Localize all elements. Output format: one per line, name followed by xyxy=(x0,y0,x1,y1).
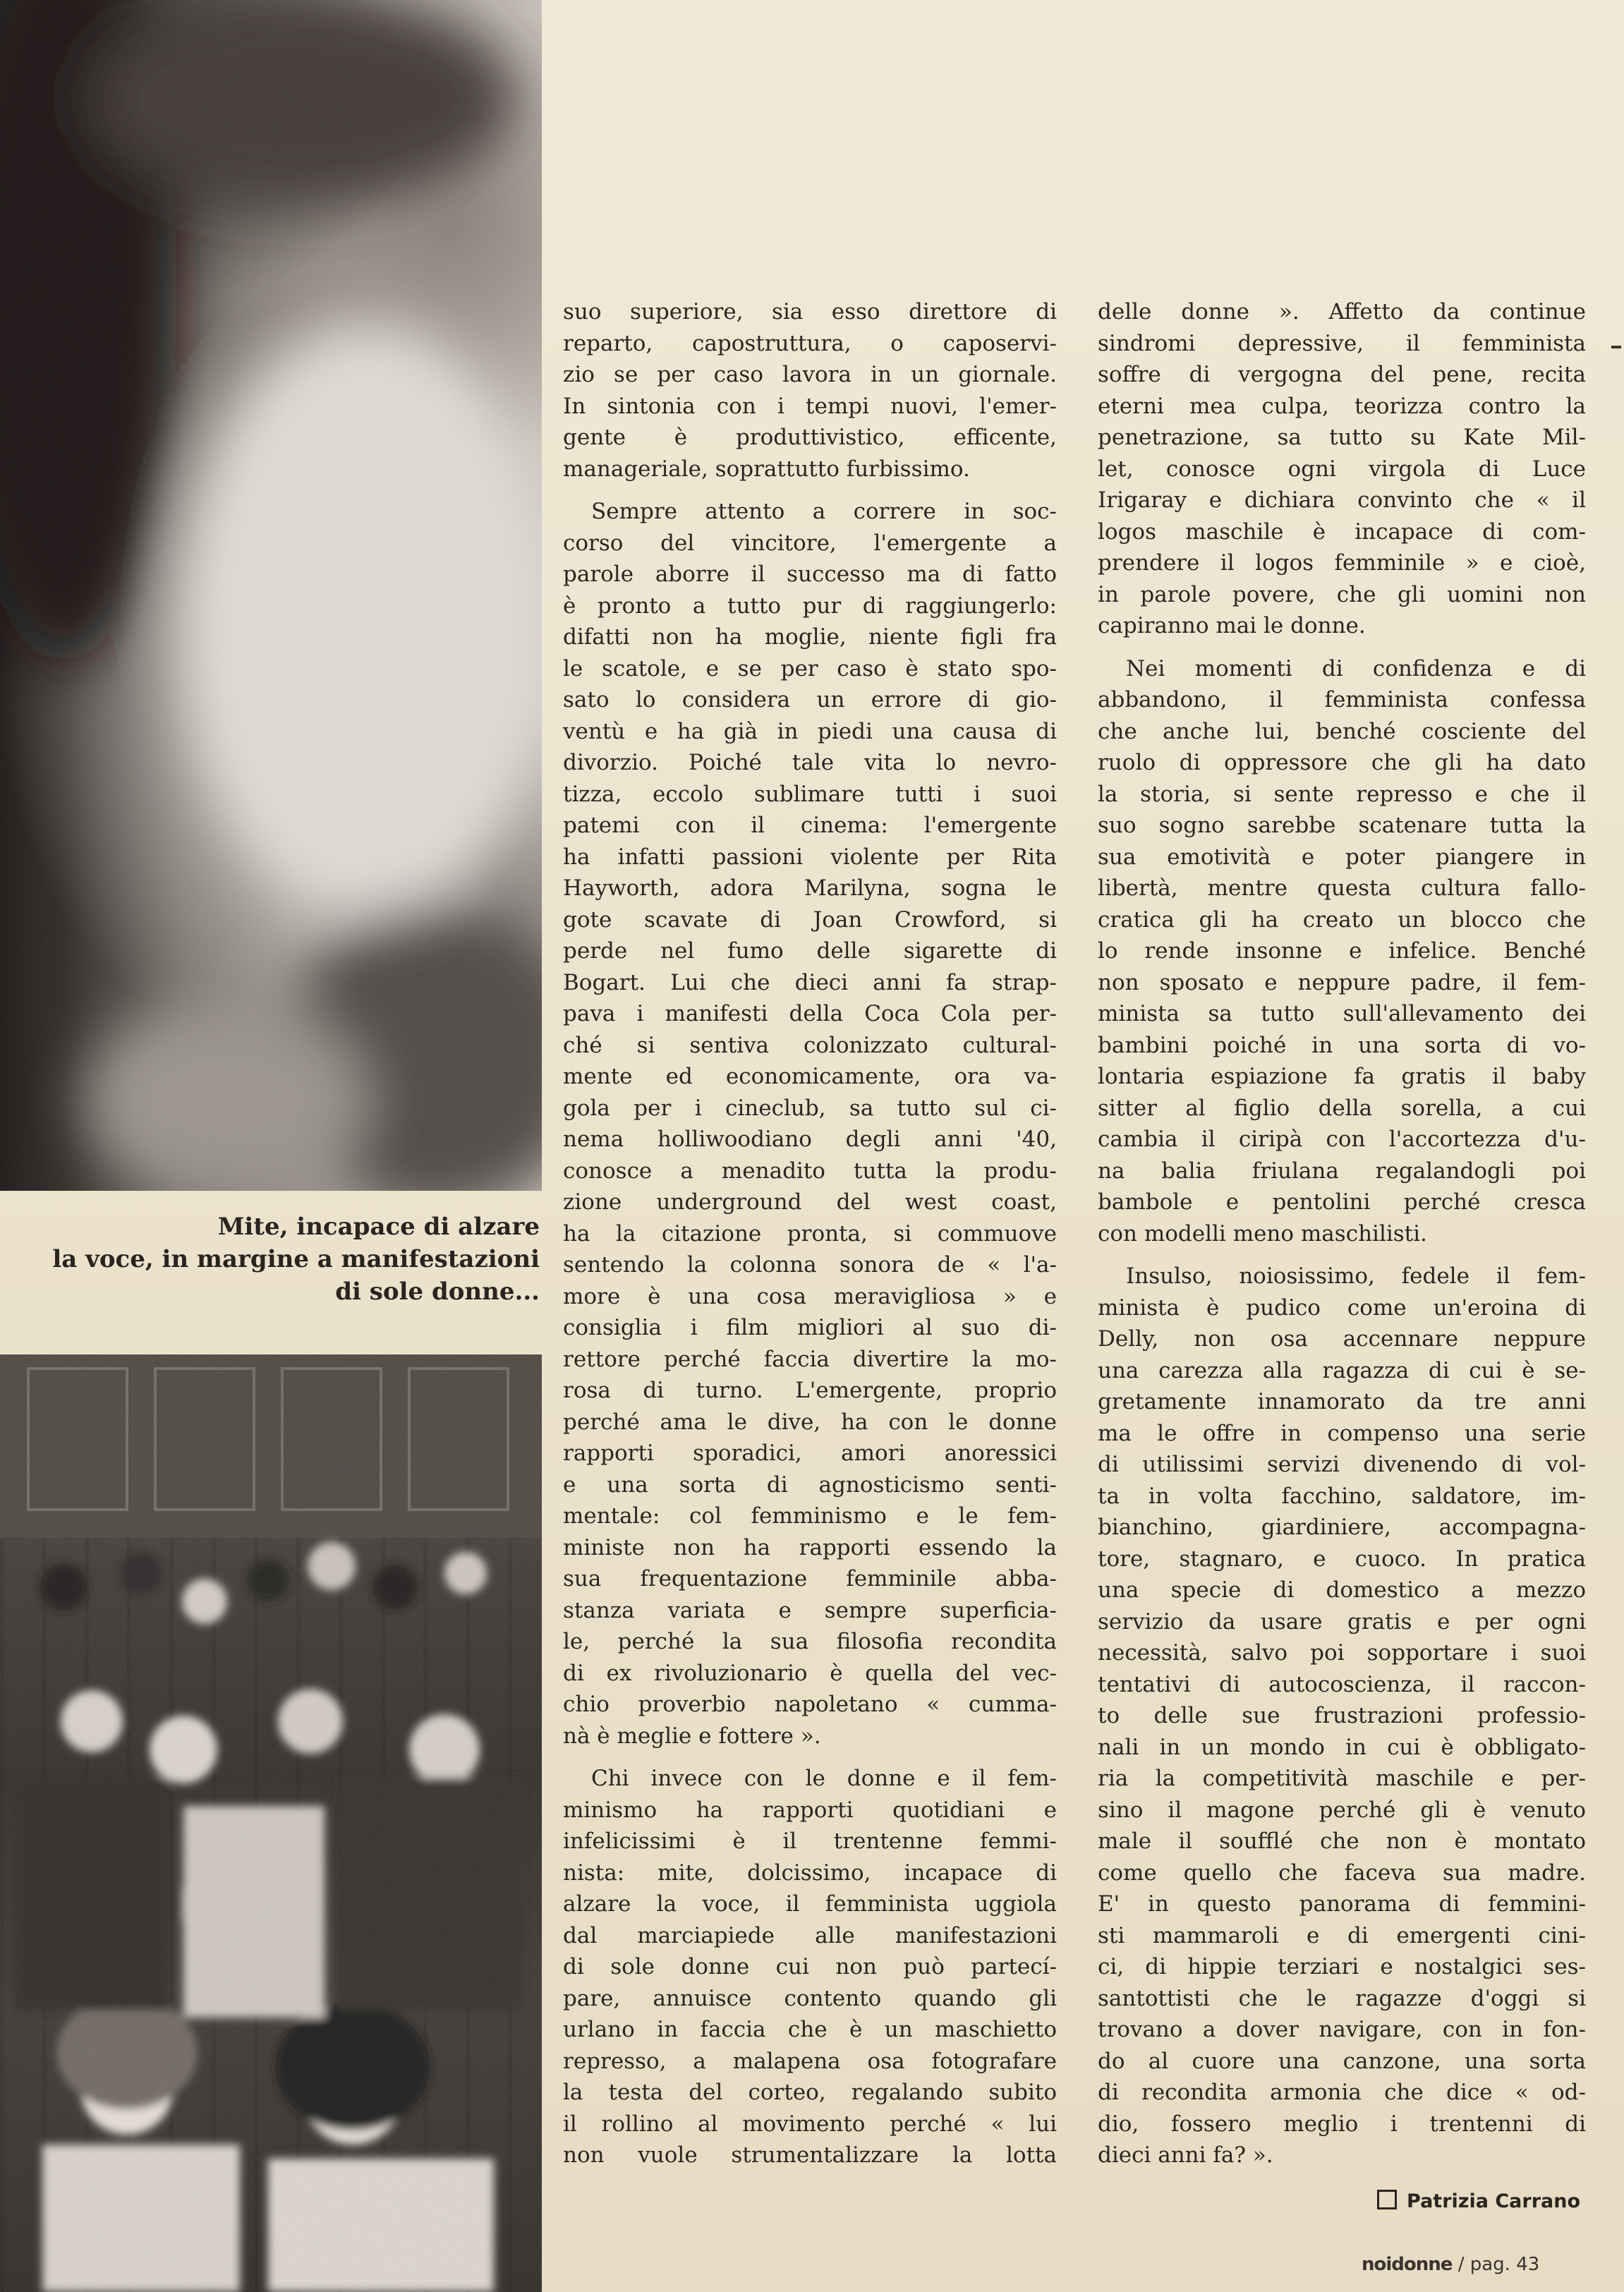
text-line: bianchino, giardiniere, accompagna- xyxy=(1098,1515,1586,1540)
text-line: delle donne ». Affetto da continue xyxy=(1098,299,1586,325)
text-line: nema holliwoodiano degli anni '40, xyxy=(563,1127,1057,1152)
text-line: consiglia i film migliori al suo di- xyxy=(563,1315,1057,1340)
text-line: mentale: col femminismo e le fem- xyxy=(563,1503,1057,1529)
caption-line-2: la voce, in margine a manifestazioni xyxy=(52,1245,540,1273)
text-line: Bogart. Lui che dieci anni fa strap- xyxy=(563,969,1057,995)
bottom-photo-scene xyxy=(0,1354,542,2292)
text-line: perde nel fumo delle sigarette di xyxy=(563,938,1057,964)
text-line: Delly, non osa accennare neppure xyxy=(1098,1326,1586,1352)
text-line: dieci anni fa? ». xyxy=(1098,2142,1273,2168)
text-line: difatti non ha moglie, niente figli fra xyxy=(563,624,1057,650)
text-line: e una sorta di agnosticismo senti- xyxy=(563,1472,1057,1498)
author-byline xyxy=(1377,2190,1580,2212)
text-line: di sole donne cui non può partecí- xyxy=(563,1954,1057,1979)
text-line: dio, fossero meglio i trentenni di xyxy=(1098,2111,1586,2137)
top-photo-shading xyxy=(0,0,542,1191)
text-line: minista sa tutto sull'allevamento dei xyxy=(1098,1001,1586,1026)
text-line: sua frequentazione femminile abba- xyxy=(563,1566,1057,1591)
text-line: divorzio. Poiché tale vita lo nevro- xyxy=(563,750,1057,775)
text-line: rettore perché faccia divertire la mo- xyxy=(563,1346,1057,1372)
text-line: di recondita armonia che dice « od- xyxy=(1098,2080,1586,2105)
text-line: ruolo di oppressore che gli ha dato xyxy=(1098,750,1586,775)
text-line: rapporti sporadici, amori anoressici xyxy=(563,1441,1057,1466)
top-photo xyxy=(0,0,542,1191)
text-line: perché ama le dive, ha con le donne xyxy=(563,1409,1057,1435)
text-line: prendere il logos femminile » e cioè, xyxy=(1098,550,1586,576)
text-line: Irigaray e dichiara convinto che « il xyxy=(1098,487,1586,513)
text-line: è pronto a tutto pur di raggiungerlo: xyxy=(563,593,1057,619)
text-line: bambini poiché in una sorta di vo- xyxy=(1098,1032,1586,1058)
text-line: Insulso, noiosissimo, fedele il fem- xyxy=(1126,1263,1586,1289)
text-line: ria la competitività maschile e per- xyxy=(1098,1766,1586,1791)
text-line: Hayworth, adora Marilyna, sogna le xyxy=(563,875,1057,901)
text-line: sentendo la colonna sonora de « l'a- xyxy=(563,1252,1057,1278)
text-line: suo sogno sarebbe scatenare tutta la xyxy=(1098,813,1586,838)
text-line: non vuole strumentalizzare la lotta xyxy=(563,2142,1057,2168)
text-line: come quello che faceva sua madre. xyxy=(1098,1860,1586,1886)
text-line: trovano a dover navigare, con in fon- xyxy=(1098,2017,1586,2042)
text-line: cambia il ciripà con l'accortezza d'u- xyxy=(1098,1127,1586,1152)
text-line: sato lo considera un errore di gio- xyxy=(563,687,1057,713)
text-line: gote scavate di Joan Crowford, si xyxy=(563,907,1057,933)
text-line: sti mammaroli e di emergenti cini- xyxy=(1098,1922,1586,1948)
text-line: la storia, si sente represso e che il xyxy=(1098,781,1586,807)
text-line: Sempre attento a correre in soc- xyxy=(591,499,1057,524)
photo-caption xyxy=(28,1211,540,1308)
text-line: nali in un mondo in cui è obbligato- xyxy=(1098,1734,1586,1760)
page-edge-mark xyxy=(1611,346,1621,348)
text-line: nista: mite, dolcissimo, incapace di xyxy=(563,1860,1057,1886)
text-line: sua emotività e poter piangere in xyxy=(1098,844,1586,870)
text-line: che anche lui, benché cosciente del xyxy=(1098,718,1586,744)
text-line: do al cuore una canzone, una sorta xyxy=(1098,2048,1586,2074)
text-line: cratica gli ha creato un blocco che xyxy=(1098,907,1586,933)
text-line: manageriale, soprattutto furbissimo. xyxy=(563,456,970,482)
text-line: dal marciapiede alle manifestazioni xyxy=(563,1922,1057,1948)
text-line: le scatole, e se per caso è stato spo- xyxy=(563,655,1057,681)
text-line: abbandono, il femminista confessa xyxy=(1098,687,1586,713)
text-line: minismo ha rapporti quotidiani e xyxy=(563,1797,1057,1823)
text-line: na balia friulana regalandogli poi xyxy=(1098,1158,1586,1184)
footer-separator: / xyxy=(1458,2254,1465,2275)
text-line: In sintonia con i tempi nuovi, l'emer- xyxy=(563,393,1057,419)
text-line: Nei momenti di confidenza e di xyxy=(1126,655,1586,681)
text-line: una carezza alla ragazza di cui è se- xyxy=(1098,1357,1586,1383)
text-line: minista è pudico come un'eroina di xyxy=(1098,1294,1586,1321)
text-line: alzare la voce, il femminista uggiola xyxy=(563,1891,1057,1917)
text-line: corso del vincitore, l'emergente a xyxy=(563,530,1057,556)
text-line: penetrazione, sa tutto su Kate Mil- xyxy=(1098,425,1586,450)
text-line: suo superiore, sia esso direttore di xyxy=(563,299,1057,325)
text-line: capiranno mai le donne. xyxy=(1098,613,1366,638)
text-line: ché si sentiva colonizzato cultural- xyxy=(563,1032,1057,1058)
text-line: to delle sue frustrazioni professio- xyxy=(1098,1703,1586,1728)
text-line: il rollino al movimento perché « lui xyxy=(563,2111,1057,2137)
text-line: lontaria espiazione fa gratis il baby xyxy=(1098,1064,1586,1089)
text-line: zione underground del west coast, xyxy=(563,1189,1057,1215)
text-line: ta in volta facchino, saldatore, im- xyxy=(1098,1483,1586,1509)
text-line: lo rende insonne e infelice. Benché xyxy=(1098,938,1586,964)
magazine-name: noidonne xyxy=(1362,2254,1453,2275)
text-line: chio proverbio napoletano « cumma- xyxy=(563,1692,1057,1717)
text-line: gretamente innamorato da tre anni xyxy=(1098,1389,1586,1414)
text-line: conosce a menadito tutta la produ- xyxy=(563,1158,1057,1184)
text-line: zio se per caso lavora in un giornale. xyxy=(563,362,1057,387)
text-line: ha la citazione pronta, si commuove xyxy=(563,1220,1057,1247)
text-line: sino il magone perché gli è venuto xyxy=(1098,1797,1586,1823)
text-line: di utilissimi servizi divenendo di vol- xyxy=(1098,1452,1586,1477)
text-line: sindromi depressive, il femminista xyxy=(1098,330,1586,356)
caption-line-1: Mite, incapace di alzare xyxy=(217,1213,540,1241)
page-footer xyxy=(1362,2254,1539,2275)
article-column-1 xyxy=(563,296,1057,2171)
text-line: in parole povere, che gli uomini non xyxy=(1098,581,1586,607)
text-line: tentativi di autocoscienza, il raccon- xyxy=(1098,1671,1586,1697)
text-line: parole aborre il successo ma di fatto xyxy=(563,562,1057,587)
caption-line-3: di sole donne... xyxy=(335,1278,540,1306)
text-line: gola per i cineclub, sa tutto sul ci- xyxy=(563,1095,1057,1121)
text-line: represso, a malapena osa fotografare xyxy=(563,2048,1057,2074)
text-line: ha infatti passioni violente per Rita xyxy=(563,844,1057,870)
text-line: le, perché la sua filosofia recondita xyxy=(563,1629,1057,1654)
text-line: ci, di hippie terziari e nostalgici ses- xyxy=(1098,1954,1586,1979)
text-line: sitter al figlio della sorella, a cui xyxy=(1098,1095,1586,1121)
text-line: gente è produttivistico, efficente, xyxy=(563,425,1057,450)
text-line: patemi con il cinema: l'emergente xyxy=(563,813,1057,838)
text-line: infelicissimi è il trentenne femmi- xyxy=(563,1829,1057,1854)
text-line: servizio da usare gratis e per ogni xyxy=(1098,1608,1586,1635)
text-line: more è una cosa meravigliosa » e xyxy=(563,1283,1057,1309)
text-line: santottisti che le ragazze d'oggi si xyxy=(1098,1985,1586,2011)
bottom-photo xyxy=(0,1354,542,2292)
text-line: la testa del corteo, regalando subito xyxy=(563,2080,1057,2105)
text-line: soffre di vergogna del pene, recita xyxy=(1098,362,1586,387)
page-number: pag. 43 xyxy=(1470,2254,1540,2275)
text-line: stanza variata e sempre superficia- xyxy=(563,1597,1057,1623)
text-line: ministe non ha rapporti essendo la xyxy=(563,1534,1057,1560)
text-line: male il soufflé che non è montato xyxy=(1098,1829,1586,1854)
text-line: logos maschile è incapace di com- xyxy=(1098,519,1586,545)
text-line: ventù e ha già in piedi una causa di xyxy=(563,718,1057,744)
article-column-2 xyxy=(1098,296,1586,2171)
author-name: Patrizia Carrano xyxy=(1407,2190,1581,2212)
text-line: let, conosce ogni virgola di Luce xyxy=(1098,456,1586,482)
text-line: pava i manifesti della Coca Cola per- xyxy=(563,1001,1057,1026)
text-line: Chi invece con le donne e il fem- xyxy=(591,1766,1057,1791)
text-line: libertà, mentre questa cultura fallo- xyxy=(1098,875,1586,901)
text-line: E' in questo panorama di femmini- xyxy=(1098,1891,1586,1917)
text-line: pare, annuisce contento quando gli xyxy=(563,1985,1057,2011)
text-line: rosa di turno. L'emergente, proprio xyxy=(563,1378,1057,1403)
text-line: una specie di domestico a mezzo xyxy=(1098,1577,1586,1603)
text-line: di ex rivoluzionario è quella del vec- xyxy=(563,1660,1057,1686)
text-line: necessità, salvo poi sopportare i suoi xyxy=(1098,1640,1586,1666)
text-line: eterni mea culpa, teorizza contro la xyxy=(1098,393,1586,419)
text-line: non sposato e neppure padre, il fem- xyxy=(1098,969,1586,995)
text-line: nà è meglie e fottere ». xyxy=(563,1723,821,1749)
text-line: reparto, capostruttura, o caposervi- xyxy=(563,330,1057,356)
byline-square-icon xyxy=(1377,2190,1397,2209)
text-line: con modelli meno maschilisti. xyxy=(1098,1220,1427,1247)
text-line: tore, stagnaro, e cuoco. In pratica xyxy=(1098,1546,1586,1572)
text-line: mente ed economicamente, ora va- xyxy=(563,1064,1057,1089)
text-line: ma le offre in compenso una serie xyxy=(1098,1420,1586,1446)
text-line: bambole e pentolini perché cresca xyxy=(1098,1189,1586,1215)
text-line: tizza, eccolo sublimare tutti i suoi xyxy=(563,781,1057,807)
text-line: urlano in faccia che è un maschietto xyxy=(563,2017,1057,2042)
